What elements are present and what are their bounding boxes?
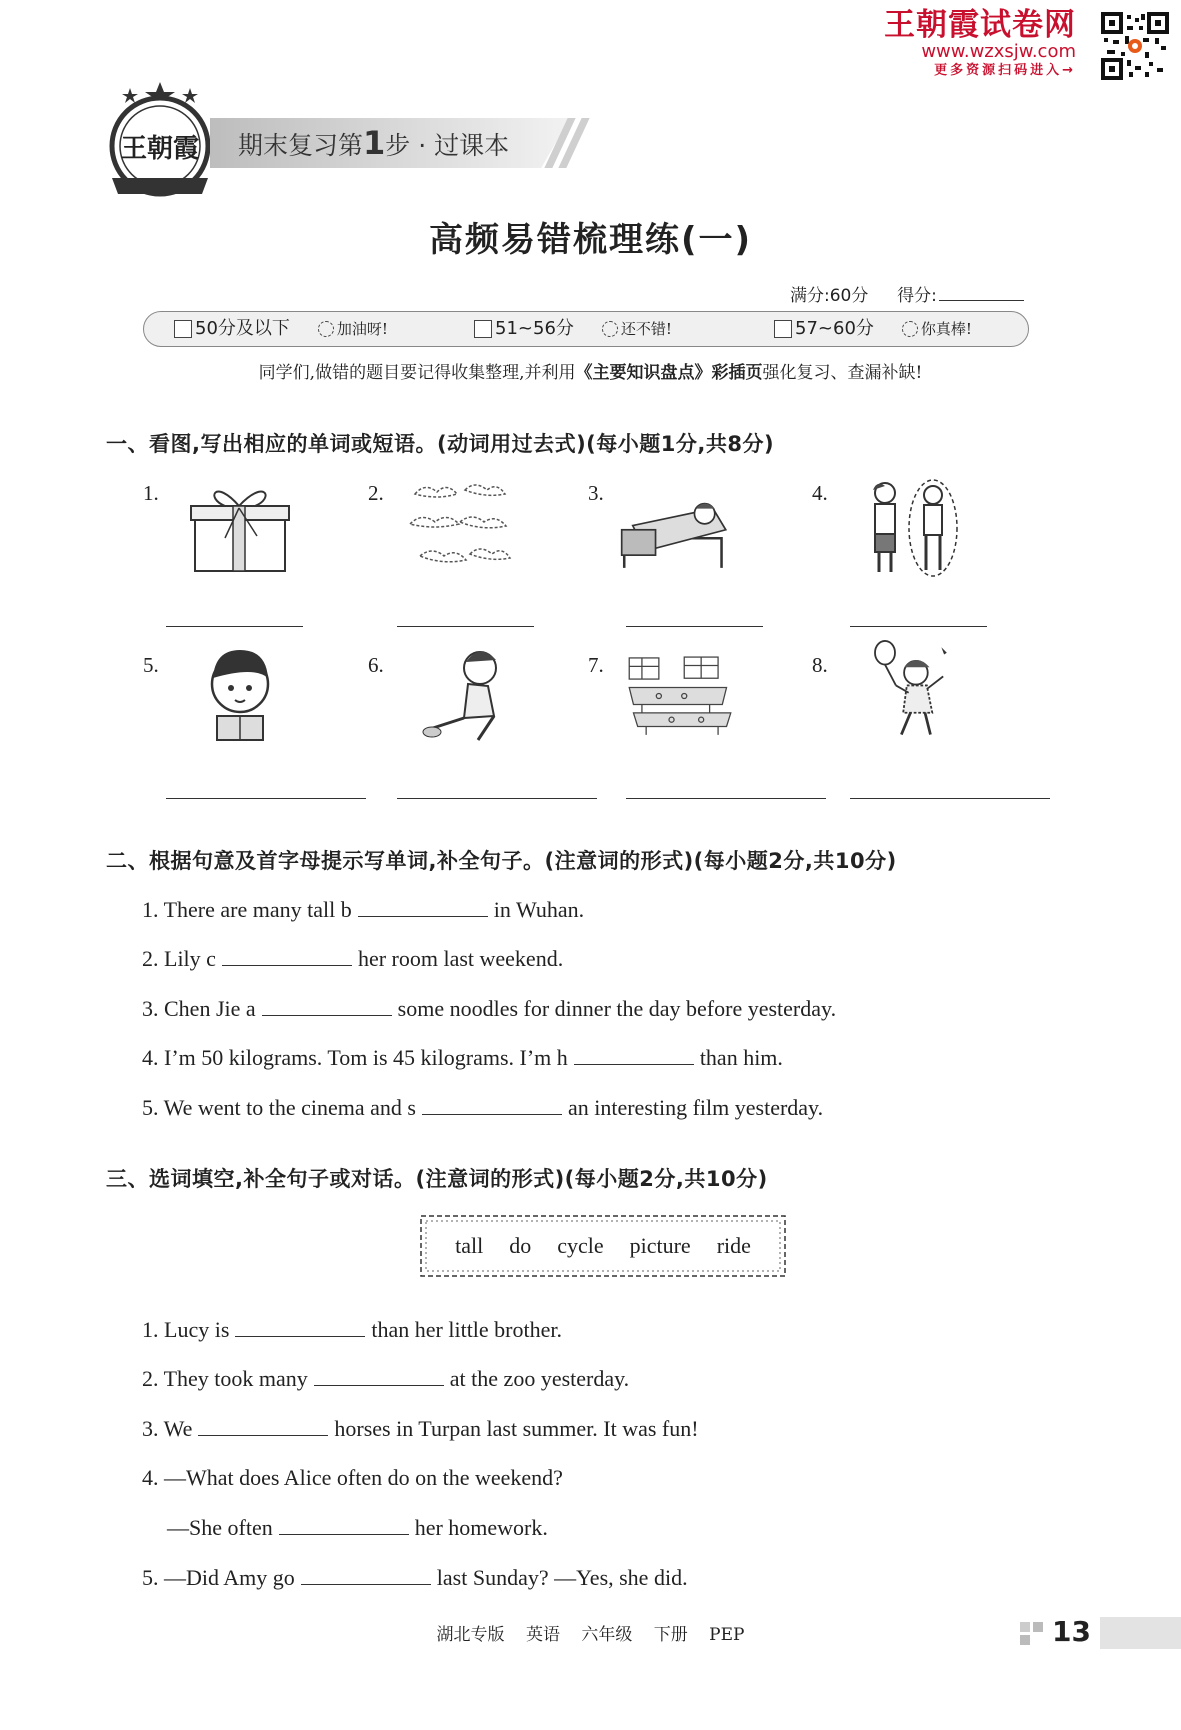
score-area xyxy=(790,281,1024,306)
smiley-face-icon xyxy=(318,321,334,337)
section2-heading: 二、根据句意及首字母提示写单词,补全句子。(注意词的形式)(每小题2分,共10分) xyxy=(106,849,897,873)
item-number: 2. xyxy=(368,481,384,505)
answer-blank[interactable] xyxy=(358,896,488,917)
boy-hurt-leg-icon xyxy=(418,646,528,746)
smiley-face-icon xyxy=(602,321,618,337)
score-levels-bar xyxy=(143,311,1029,347)
qr-code-icon[interactable] xyxy=(1101,12,1169,80)
answer-line[interactable] xyxy=(397,626,534,627)
sentence-part: than her little brother. xyxy=(371,1317,562,1342)
sentence-part: last Sunday? —Yes, she did. xyxy=(436,1565,688,1590)
answer-line[interactable] xyxy=(166,626,303,627)
sentence-item xyxy=(142,1043,783,1073)
sentence-part: 3. Chen Jie a xyxy=(142,996,256,1021)
answer-blank[interactable] xyxy=(262,995,392,1016)
item-number: 3. xyxy=(588,481,604,505)
girl-badminton-icon xyxy=(860,640,970,740)
sentence-part: 2. Lily c xyxy=(142,946,216,971)
score-label: 得分: xyxy=(897,286,937,306)
note-before: 同学们,做错的题目要记得收集整理,并利用 xyxy=(258,363,576,383)
level-range: 57~60分 xyxy=(795,318,874,339)
answer-blank[interactable] xyxy=(422,1094,562,1115)
level-checkbox[interactable] xyxy=(474,320,492,338)
page-footer: 湖北专版 英语 六年级 下册 PEP xyxy=(436,1625,745,1645)
answer-blank[interactable] xyxy=(198,1415,328,1436)
item-number: 6. xyxy=(368,653,384,677)
sentence-item xyxy=(142,1093,823,1123)
wangzhaoxia-logo xyxy=(100,78,220,203)
logo-text: 王朝霞 xyxy=(120,134,200,164)
sentence-part: 5. We went to the cinema and s xyxy=(142,1095,416,1120)
answer-blank[interactable] xyxy=(235,1316,365,1337)
section1-heading: 一、看图,写出相应的单词或短语。(动词用过去式)(每小题1分,共8分) xyxy=(106,432,775,456)
sentence-part: an interesting film yesterday. xyxy=(567,1095,824,1120)
sentence-item xyxy=(167,1513,548,1543)
brand-url: www.wzxsjw.com xyxy=(921,41,1076,62)
sentence-part: at the zoo yesterday. xyxy=(449,1366,630,1391)
sentence-part: some noodles for dinner the day before yesterday. xyxy=(397,996,837,1021)
answer-blank[interactable] xyxy=(574,1044,694,1065)
banner-suffix: 步 · 过课本 xyxy=(385,131,510,160)
clouds-icon xyxy=(405,474,515,574)
level-range: 50分及以下 xyxy=(195,318,290,339)
level-range: 51~56分 xyxy=(495,318,574,339)
level-1 xyxy=(174,318,388,340)
item-number: 4. xyxy=(812,481,828,505)
page-title: 高频易错梳理练(一) xyxy=(428,220,753,260)
level-checkbox[interactable] xyxy=(174,320,192,338)
word-bank-word: picture xyxy=(629,1233,691,1258)
boy-reading-icon xyxy=(195,646,305,746)
sentence-item xyxy=(142,1563,688,1593)
study-note xyxy=(0,358,1181,383)
sentence-item xyxy=(142,1463,563,1493)
answer-line[interactable] xyxy=(397,798,597,799)
sentence-part: 4. —What does Alice often do on the weekend? xyxy=(142,1465,563,1490)
sentence-part: 4. I’m 50 kilograms. Tom is 45 kilograms. I’m h xyxy=(142,1045,568,1070)
item-number: 7. xyxy=(588,653,604,677)
answer-line[interactable] xyxy=(850,626,987,627)
level-message: 还不错! xyxy=(620,320,672,338)
brand-header xyxy=(884,8,1076,80)
sentence-part: her homework. xyxy=(414,1515,548,1540)
word-bank xyxy=(418,1213,788,1279)
sentence-part: 1. Lucy is xyxy=(142,1317,230,1342)
two-boys-height-icon xyxy=(855,478,965,578)
sentence-part: than him. xyxy=(699,1045,783,1070)
page-number: 13 xyxy=(1052,1615,1091,1648)
page-number-bar xyxy=(1100,1617,1181,1649)
item-number: 8. xyxy=(812,653,828,677)
sentence-part: 3. We xyxy=(142,1416,193,1441)
page-corner-mark xyxy=(1020,1622,1046,1646)
banner-prefix: 期末复习第 xyxy=(238,131,364,160)
level-message: 加油呀! xyxy=(336,320,388,338)
level-3 xyxy=(774,318,972,340)
sentence-part: her room last weekend. xyxy=(357,946,564,971)
sentence-part: in Wuhan. xyxy=(493,897,585,922)
sentence-item xyxy=(142,1414,699,1444)
sentence-item xyxy=(142,1315,562,1345)
level-message: 你真棒! xyxy=(920,320,972,338)
sentence-part: —She often xyxy=(167,1515,273,1540)
sentence-item xyxy=(142,895,584,925)
item-number: 5. xyxy=(143,653,159,677)
boy-in-bed-icon xyxy=(620,484,730,584)
word-bank-words xyxy=(418,1213,788,1279)
sentence-item xyxy=(142,994,836,1024)
word-bank-word: cycle xyxy=(557,1233,604,1258)
sentence-item xyxy=(142,944,563,974)
sentence-part: 1. There are many tall b xyxy=(142,897,352,922)
answer-blank[interactable] xyxy=(301,1564,431,1585)
word-bank-word: do xyxy=(509,1233,532,1258)
answer-blank[interactable] xyxy=(279,1514,409,1535)
full-score: 满分:60分 xyxy=(790,286,869,306)
brand-scan-hint: 更多资源扫码进入→ xyxy=(934,63,1076,78)
answer-line[interactable] xyxy=(626,626,763,627)
answer-line[interactable] xyxy=(166,798,366,799)
note-bold: 《主要知识盘点》彩插页 xyxy=(575,363,763,383)
level-checkbox[interactable] xyxy=(774,320,792,338)
sentence-part: horses in Turpan last summer. It was fun! xyxy=(334,1416,699,1441)
word-bank-word: tall xyxy=(455,1233,484,1258)
dining-hall-icon xyxy=(625,646,735,746)
smiley-face-icon xyxy=(902,321,918,337)
level-2 xyxy=(474,318,672,340)
answer-line[interactable] xyxy=(626,798,826,799)
score-input-line[interactable] xyxy=(939,284,1024,301)
word-bank-word: ride xyxy=(716,1233,751,1258)
item-number: 1. xyxy=(143,481,159,505)
answer-line[interactable] xyxy=(850,798,1050,799)
gift-box-icon xyxy=(185,478,295,578)
sentence-item xyxy=(142,1364,629,1394)
sentence-part: 5. —Did Amy go xyxy=(142,1565,295,1590)
note-after: 强化复习、查漏补缺! xyxy=(762,363,923,383)
section3-heading: 三、选词填空,补全句子或对话。(注意词的形式)(每小题2分,共10分) xyxy=(106,1167,768,1191)
banner-text xyxy=(238,125,509,164)
answer-blank[interactable] xyxy=(222,945,352,966)
answer-blank[interactable] xyxy=(314,1365,444,1386)
banner-step-number: 1 xyxy=(363,124,386,162)
sentence-part: 2. They took many xyxy=(142,1366,308,1391)
brand-name: 王朝霞试卷网 xyxy=(884,7,1076,43)
